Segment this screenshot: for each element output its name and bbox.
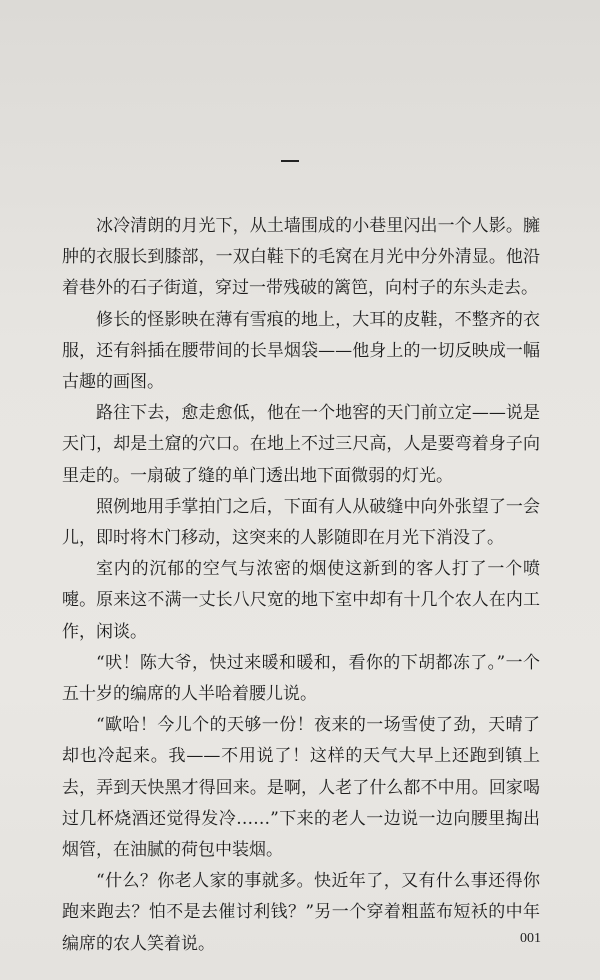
paragraph: 冰冷清朗的月光下，从土墙围成的小巷里闪出一个人影。臃肿的衣服长到膝部，一双白鞋下的毛窝在月光中分外清显。他沿着巷外的石子街道，穿过一带残破的篱笆，向村子的东头走去。: [62, 216, 540, 299]
paragraph: 照例地用手掌拍门之后，下面有人从破缝中向外张望了一会儿，即时将木门移动，这突来的人影随即在月光下消没了。: [62, 496, 540, 549]
paragraph: “吠！陈大爷，快过来暖和暖和，看你的下胡都冻了。”一个五十岁的编席的人半哈着腰儿说。: [62, 652, 540, 705]
body-text: [62, 211, 540, 960]
paragraph: 室内的沉郁的空气与浓密的烟使这新到的客人打了一个喷嚏。原来这不满一丈长八尺宽的地下室中却有十几个农人在内工作，闲谈。: [62, 559, 540, 642]
paragraph: “歐哈！今儿个的天够一份！夜来的一场雪使了劲，天晴了却也冷起来。我——不用说了！这样的天气大早上还跑到镇上去，弄到天快黑才得回来。是啊，人老了什么都不中用。回家喝过几杯烧酒还觉得发冷……”下来的老人一边说一边向腰里掏出烟管，在油腻的荷包中装烟。: [62, 715, 540, 861]
paragraph: 路往下去，愈走愈低，他在一个地窖的天门前立定——说是天门，却是土窟的穴口。在地上不过三尺高，人是要弯着身子向里走的。一扇破了缝的单门透出地下面微弱的灯光。: [62, 403, 540, 486]
page-number: 001: [520, 931, 541, 946]
paragraph: 修长的怪影映在薄有雪痕的地上，大耳的皮鞋，不整齐的衣服，还有斜插在腰带间的长旱烟袋——他身上的一切反映成一幅古趣的画图。: [62, 309, 540, 393]
chapter-mark: [281, 160, 299, 162]
paragraph: “什么？你老人家的事就多。快近年了，又有什么事还得你跑来跑去？怕不是去催讨利钱？”另一个穿着粗蓝布短袄的中年编席的农人笑着说。: [62, 871, 540, 954]
